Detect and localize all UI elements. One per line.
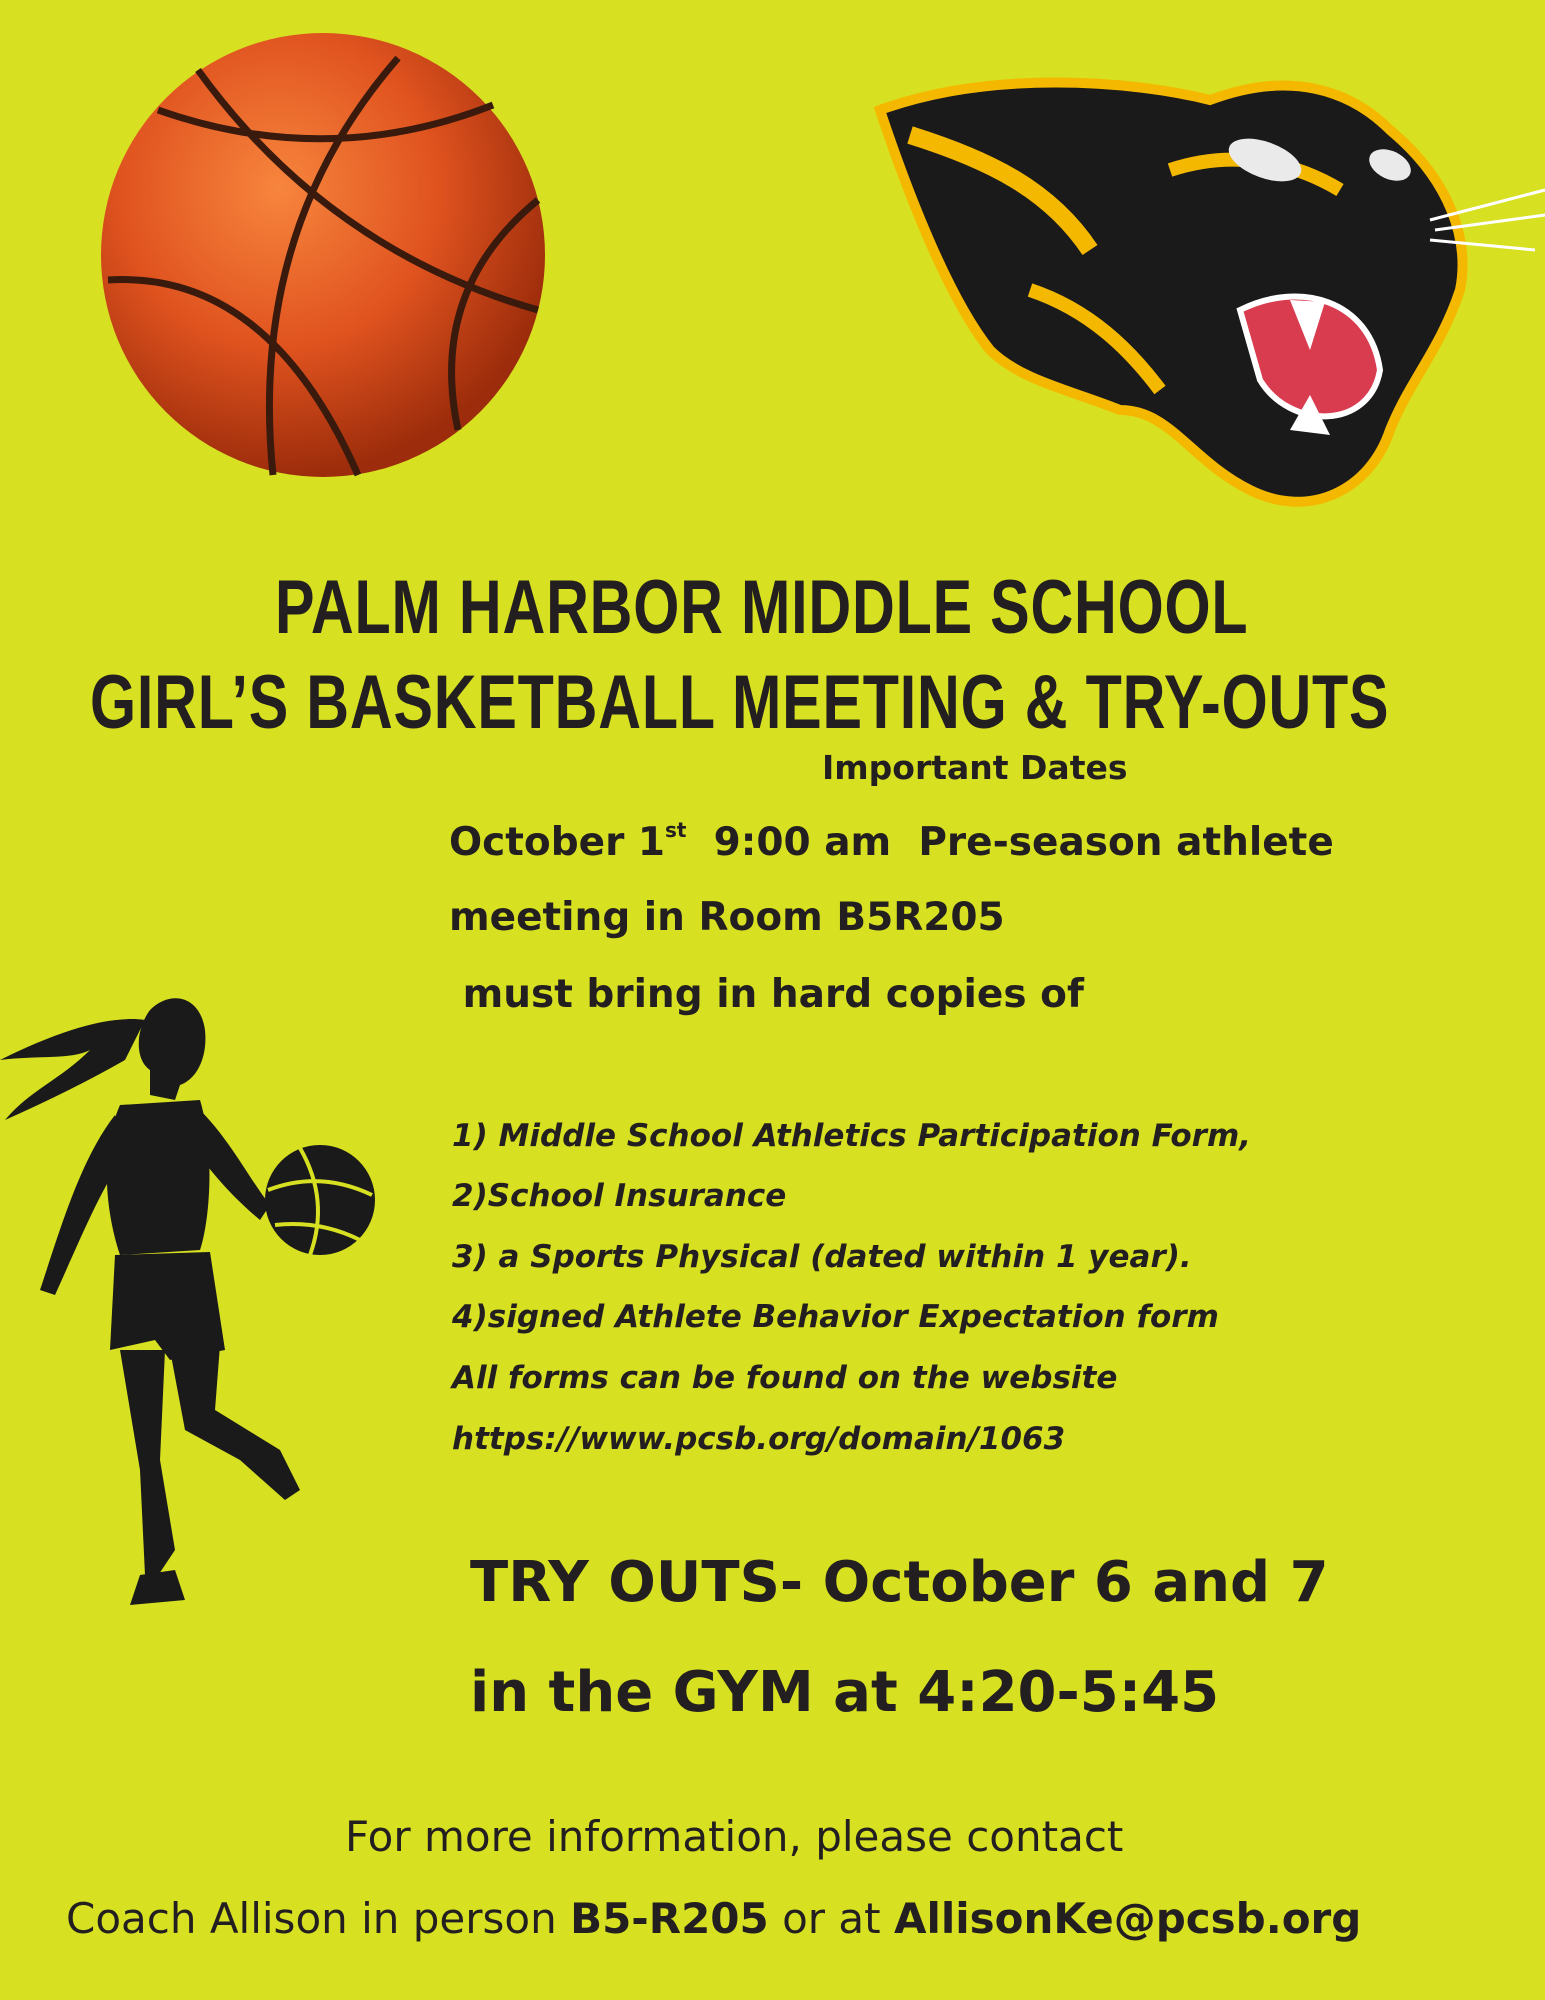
important-dates-heading: Important Dates (822, 748, 1128, 787)
form-item: 4)signed Athlete Behavior Expectation form (452, 1299, 1219, 1335)
meeting-room-line: meeting in Room B5R205 (449, 895, 1005, 940)
basketball-player-silhouette (0, 990, 380, 1640)
bring-copies-line: must bring in hard copies of (449, 972, 1084, 1017)
meeting-date-suffix: st (665, 818, 687, 842)
contact-details (66, 1894, 1361, 1943)
contact-middle: or at (768, 1894, 894, 1943)
contact-room: B5-R205 (570, 1894, 769, 1943)
meeting-date-line (449, 818, 1334, 865)
basketball-image (98, 30, 548, 480)
tryouts-location-time: in the GYM at 4:20-5:45 (470, 1660, 1220, 1725)
contact-prefix: Coach Allison in person (66, 1894, 571, 1943)
forms-website-note: All forms can be found on the website (452, 1360, 1118, 1396)
form-item: 3) a Sports Physical (dated within 1 year). (452, 1239, 1192, 1275)
panther-mascot-logo (870, 50, 1545, 520)
meeting-date: October 1 (449, 820, 666, 865)
event-title: GIRL’S BASKETBALL MEETING & TRY-OUTS (90, 660, 1390, 745)
meeting-time: 9:00 am Pre-season athlete (686, 820, 1334, 865)
tryouts-dates: TRY OUTS- October 6 and 7 (470, 1550, 1329, 1615)
form-item: 2)School Insurance (452, 1178, 787, 1214)
contact-email[interactable]: AllisonKe@pcsb.org (893, 1894, 1362, 1943)
contact-intro: For more information, please contact (345, 1812, 1124, 1861)
form-item: 1) Middle School Athletics Participation Form, (452, 1118, 1252, 1154)
forms-website-link[interactable]: https://www.pcsb.org/domain/1063 (452, 1421, 1066, 1457)
school-title: PALM HARBOR MIDDLE SCHOOL (275, 565, 1249, 650)
